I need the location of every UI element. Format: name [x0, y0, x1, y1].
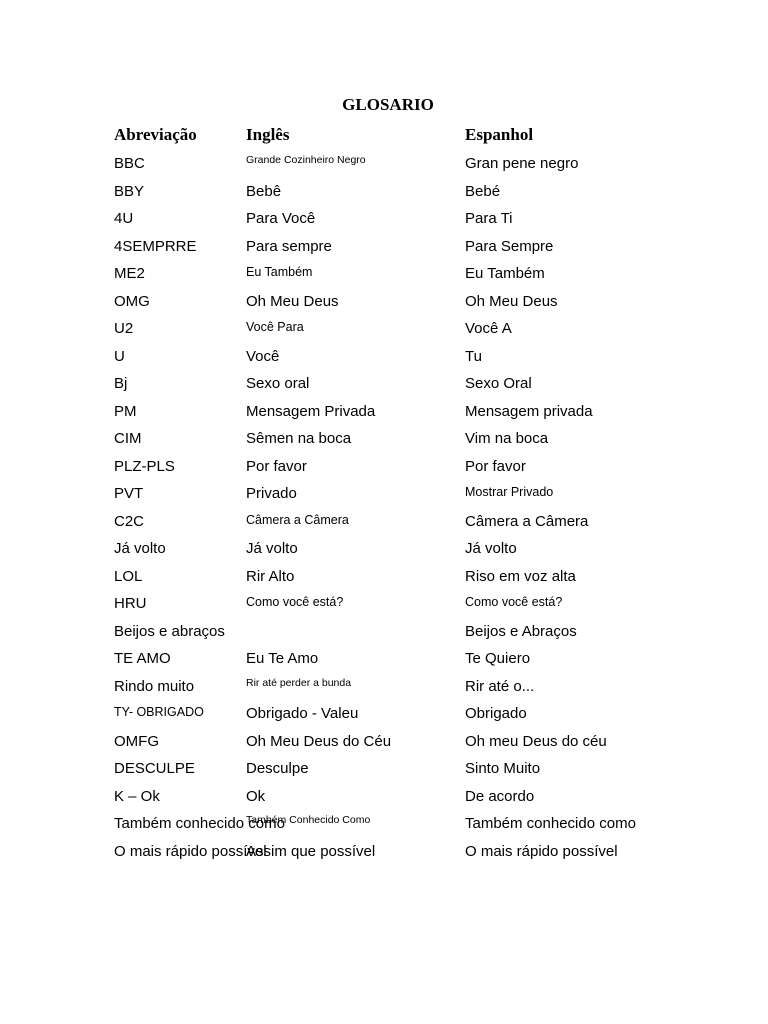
- spanish-cell: Vim na boca: [465, 430, 549, 447]
- english-cell: Já volto: [246, 540, 298, 557]
- english-cell: Sexo oral: [246, 375, 310, 392]
- english-cell: Por favor: [246, 457, 307, 475]
- table-row: [0, 178, 768, 206]
- spanish-cell: Para Sempre: [465, 237, 554, 255]
- table-row: [0, 838, 768, 866]
- table-row: [0, 645, 768, 673]
- spanish-cell: Oh Meu Deus: [465, 292, 558, 310]
- english-cell: Mensagem Privada: [246, 402, 376, 420]
- table-row: [0, 315, 768, 343]
- table-row: [0, 508, 768, 536]
- english-cell: Desculpe: [246, 760, 309, 777]
- spanish-cell: De acordo: [465, 787, 535, 805]
- spanish-cell: Riso em voz alta: [465, 567, 576, 585]
- abbreviation-cell: HRU: [114, 595, 147, 612]
- spanish-cell: Também conhecido como: [465, 815, 636, 832]
- abbreviation-cell: U2: [114, 320, 134, 337]
- spanish-cell: Te Quiero: [465, 650, 531, 667]
- table-row: [0, 425, 768, 453]
- spanish-cell: Oh meu Deus do céu: [465, 732, 607, 750]
- english-cell: Oh Meu Deus: [246, 292, 339, 310]
- spanish-cell: Câmera a Câmera: [465, 512, 589, 530]
- english-cell: Eu Te Amo: [246, 650, 319, 667]
- abbreviation-cell: PM: [114, 402, 137, 420]
- table-row: [0, 810, 768, 838]
- table-row: [0, 370, 768, 398]
- abbreviation-cell: ME2: [114, 265, 145, 282]
- spanish-cell: Por favor: [465, 457, 526, 475]
- abbreviation-cell: OMFG: [114, 732, 159, 750]
- spanish-cell: Para Ti: [465, 210, 513, 227]
- abbreviation-cell: U: [114, 347, 125, 365]
- spanish-cell: Já volto: [465, 540, 517, 557]
- abbreviation-cell: LOL: [114, 567, 143, 585]
- table-row: [0, 260, 768, 288]
- abbreviation-cell: DESCULPE: [114, 760, 195, 777]
- table-row: [0, 755, 768, 783]
- english-cell: Rir Alto: [246, 567, 295, 585]
- table-row: [0, 728, 768, 756]
- abbreviation-cell: Bj: [114, 375, 128, 392]
- abbreviation-cell: 4SEMPRRE: [114, 237, 197, 255]
- english-cell: Ok: [246, 787, 266, 805]
- spanish-cell: O mais rápido possível: [465, 842, 618, 860]
- english-cell: Rir até perder a bunda: [246, 676, 352, 689]
- table-row: [0, 288, 768, 316]
- table-row: [0, 453, 768, 481]
- header-spanish: Espanhol: [465, 125, 534, 144]
- english-cell: Para Você: [246, 210, 316, 227]
- table-row: [0, 700, 768, 728]
- table-row: [0, 783, 768, 811]
- table-row: [0, 205, 768, 233]
- english-cell: Assim que possível: [246, 842, 376, 860]
- abbreviation-cell: PVT: [114, 485, 144, 502]
- abbreviation-cell: TY- OBRIGADO: [114, 705, 204, 719]
- english-cell: Como você está?: [246, 595, 344, 609]
- table-row: [0, 673, 768, 701]
- english-cell: Oh Meu Deus do Céu: [246, 732, 392, 750]
- spanish-cell: Obrigado: [465, 705, 527, 722]
- header-abbreviation: Abreviação: [114, 125, 197, 144]
- table-row: [0, 480, 768, 508]
- spanish-cell: Sexo Oral: [465, 375, 532, 392]
- english-cell: Obrigado - Valeu: [246, 705, 359, 722]
- abbreviation-cell: TE AMO: [114, 650, 171, 667]
- spanish-cell: Mensagem privada: [465, 402, 593, 420]
- header-english: Inglês: [246, 125, 290, 144]
- spanish-cell: Gran pene negro: [465, 155, 579, 172]
- english-cell: Para sempre: [246, 237, 332, 255]
- abbreviation-cell: Também conhecido como: [114, 815, 285, 832]
- english-cell: Você: [246, 347, 280, 365]
- table-row: [0, 590, 768, 618]
- english-cell: Privado: [246, 485, 297, 502]
- table-row: [0, 150, 768, 178]
- spanish-cell: Eu Também: [465, 265, 545, 282]
- table-row: [0, 618, 768, 646]
- english-cell: Você Para: [246, 320, 304, 334]
- spanish-cell: Mostrar Privado: [465, 485, 554, 499]
- table-row: [0, 343, 768, 371]
- abbreviation-cell: PLZ-PLS: [114, 457, 175, 475]
- table-row: [0, 563, 768, 591]
- glossary-table: [0, 150, 768, 865]
- abbreviation-cell: 4U: [114, 210, 134, 227]
- spanish-cell: Tu: [465, 347, 482, 365]
- english-cell: Grande Cozinheiro Negro: [246, 154, 366, 166]
- english-cell: Também Conhecido Como: [246, 814, 371, 826]
- english-cell: Bebê: [246, 182, 282, 200]
- abbreviation-cell: Já volto: [114, 540, 166, 557]
- abbreviation-cell: BBC: [114, 155, 145, 172]
- english-cell: Sêmen na boca: [246, 430, 352, 447]
- spanish-cell: Sinto Muito: [465, 760, 541, 777]
- english-cell: Câmera a Câmera: [246, 512, 349, 527]
- page-title: GLOSARIO: [342, 95, 434, 114]
- abbreviation-cell: Beijos e abraços: [114, 622, 225, 640]
- table-row: [0, 398, 768, 426]
- spanish-cell: Você A: [465, 320, 512, 337]
- abbreviation-cell: K – Ok: [114, 787, 160, 805]
- abbreviation-cell: O mais rápido possível: [114, 842, 267, 860]
- spanish-cell: Beijos e Abraços: [465, 622, 577, 640]
- table-row: [0, 233, 768, 261]
- abbreviation-cell: Rindo muito: [114, 677, 195, 695]
- spanish-cell: Bebé: [465, 182, 501, 200]
- abbreviation-cell: C2C: [114, 512, 145, 530]
- english-cell: Eu Também: [246, 265, 313, 279]
- spanish-cell: Rir até o...: [465, 677, 535, 695]
- spanish-cell: Como você está?: [465, 595, 563, 609]
- table-row: [0, 535, 768, 563]
- abbreviation-cell: BBY: [114, 182, 145, 200]
- abbreviation-cell: OMG: [114, 292, 150, 310]
- abbreviation-cell: CIM: [114, 430, 142, 447]
